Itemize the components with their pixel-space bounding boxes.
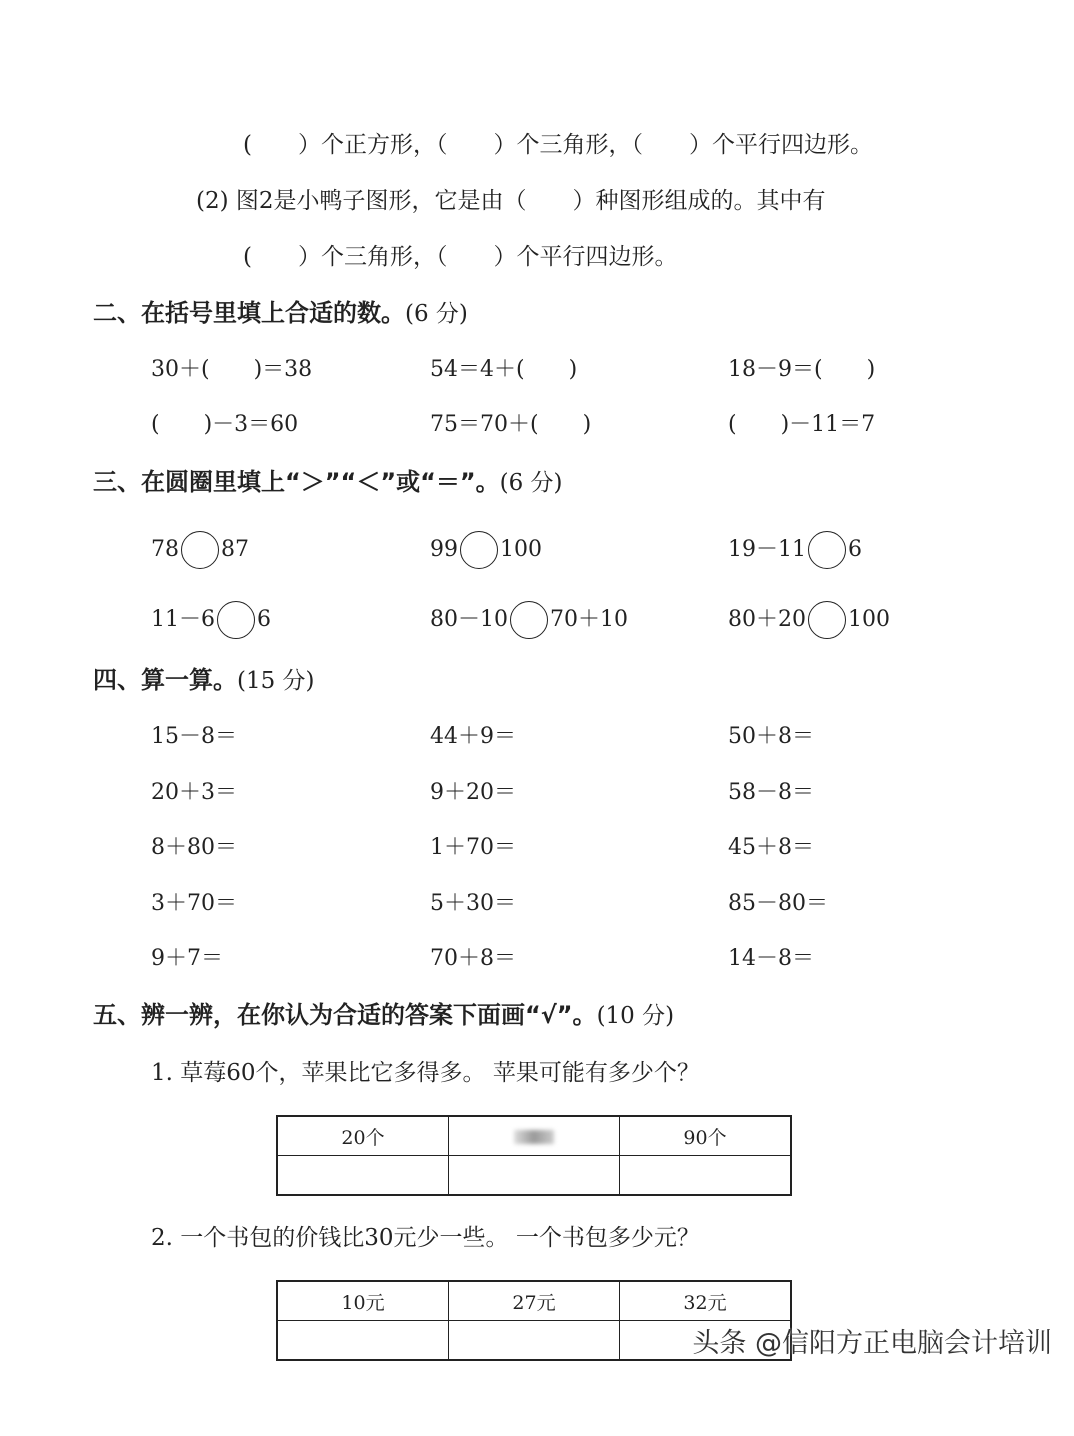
answer-cell[interactable] (277, 1321, 449, 1361)
answer-cell[interactable] (277, 1156, 449, 1196)
compare-left: 80－10 (430, 607, 508, 632)
compare-right: 6 (848, 537, 862, 562)
section4-heading (93, 665, 315, 696)
calc-item: 85－80＝ (728, 891, 828, 916)
compare-circle[interactable] (217, 601, 255, 639)
calc-item: 5＋30＝ (430, 891, 516, 916)
compare-left: 11－6 (151, 607, 215, 632)
answer-cell[interactable] (449, 1321, 620, 1361)
question-1: 1. 草莓60个，苹果比它多得多。 苹果可能有多少个？ (151, 1060, 700, 1086)
section1-line3: ( ）个三角形，（ ）个平行四边形。 (243, 244, 678, 270)
fill-item: ( )－3＝60 (151, 412, 299, 437)
calc-item: 9＋20＝ (430, 780, 516, 805)
section1-line1: ( ）个正方形，（ ）个三角形，（ ）个平行四边形。 (243, 132, 873, 158)
answer-cell[interactable] (449, 1156, 620, 1196)
calc-item: 3＋70＝ (151, 891, 237, 916)
option-cell: 10元 (277, 1281, 449, 1321)
section4-title: 四、算一算。 (93, 666, 237, 694)
section3-heading (93, 467, 563, 498)
option-cell: 27元 (449, 1281, 620, 1321)
option-cell: 90个 (620, 1116, 792, 1156)
section3-title: 三、在圆圈里填上“＞”“＜”或“＝”。 (93, 468, 500, 496)
compare-right: 87 (221, 537, 249, 562)
blurred-text (514, 1130, 554, 1144)
option-cell-blurred (449, 1116, 620, 1156)
calc-item: 1＋70＝ (430, 835, 516, 860)
compare-item (151, 598, 271, 642)
fill-item: 18－9＝( ) (728, 357, 876, 382)
compare-circle[interactable] (181, 531, 219, 569)
compare-circle[interactable] (460, 531, 498, 569)
fill-item: 54＝4＋( ) (430, 357, 578, 382)
calc-item: 8＋80＝ (151, 835, 237, 860)
compare-circle[interactable] (510, 601, 548, 639)
calc-item: 14－8＝ (728, 946, 814, 971)
compare-item (430, 528, 542, 572)
question-2: 2. 一个书包的价钱比30元少一些。 一个书包多少元？ (151, 1225, 700, 1251)
watermark: 头条 @信阳方正电脑会计培训 (692, 1328, 1052, 1359)
calc-item: 58－8＝ (728, 780, 814, 805)
section4-score: (15 分) (237, 668, 315, 694)
compare-right: 70＋10 (550, 607, 628, 632)
section2-score: (6 分) (405, 301, 468, 327)
compare-left: 99 (430, 537, 458, 562)
section5-heading (93, 1000, 674, 1031)
section1-line2: (2) 图2是小鸭子图形，它是由（ ）种图形组成的。其中有 (196, 188, 826, 214)
section2-heading (93, 298, 468, 329)
compare-circle[interactable] (808, 531, 846, 569)
calc-item: 50＋8＝ (728, 724, 814, 749)
compare-right: 6 (257, 607, 271, 632)
calc-item: 9＋7＝ (151, 946, 223, 971)
choice-table-1 (276, 1115, 792, 1196)
compare-left: 78 (151, 537, 179, 562)
compare-item (151, 528, 249, 572)
option-cell: 20个 (277, 1116, 449, 1156)
compare-circle[interactable] (808, 601, 846, 639)
compare-item (430, 598, 628, 642)
compare-right: 100 (848, 607, 890, 632)
compare-left: 19－11 (728, 537, 806, 562)
calc-item: 20＋3＝ (151, 780, 237, 805)
section5-score: (10 分) (596, 1003, 675, 1029)
fill-item: ( )－11＝7 (728, 412, 876, 437)
calc-item: 44＋9＝ (430, 724, 516, 749)
fill-item: 75＝70＋( ) (430, 412, 592, 437)
section2-title: 二、在括号里填上合适的数。 (93, 299, 405, 327)
compare-item (728, 528, 862, 572)
compare-left: 80＋20 (728, 607, 806, 632)
answer-cell[interactable] (620, 1156, 792, 1196)
calc-item: 15－8＝ (151, 724, 237, 749)
section5-title: 五、辨一辨，在你认为合适的答案下面画“√”。 (93, 1001, 597, 1029)
compare-item (728, 598, 890, 642)
compare-right: 100 (500, 537, 542, 562)
fill-item: 30＋( )＝38 (151, 357, 313, 382)
calc-item: 45＋8＝ (728, 835, 814, 860)
calc-item: 70＋8＝ (430, 946, 516, 971)
option-cell: 32元 (620, 1281, 792, 1321)
section3-score: (6 分) (499, 470, 563, 496)
